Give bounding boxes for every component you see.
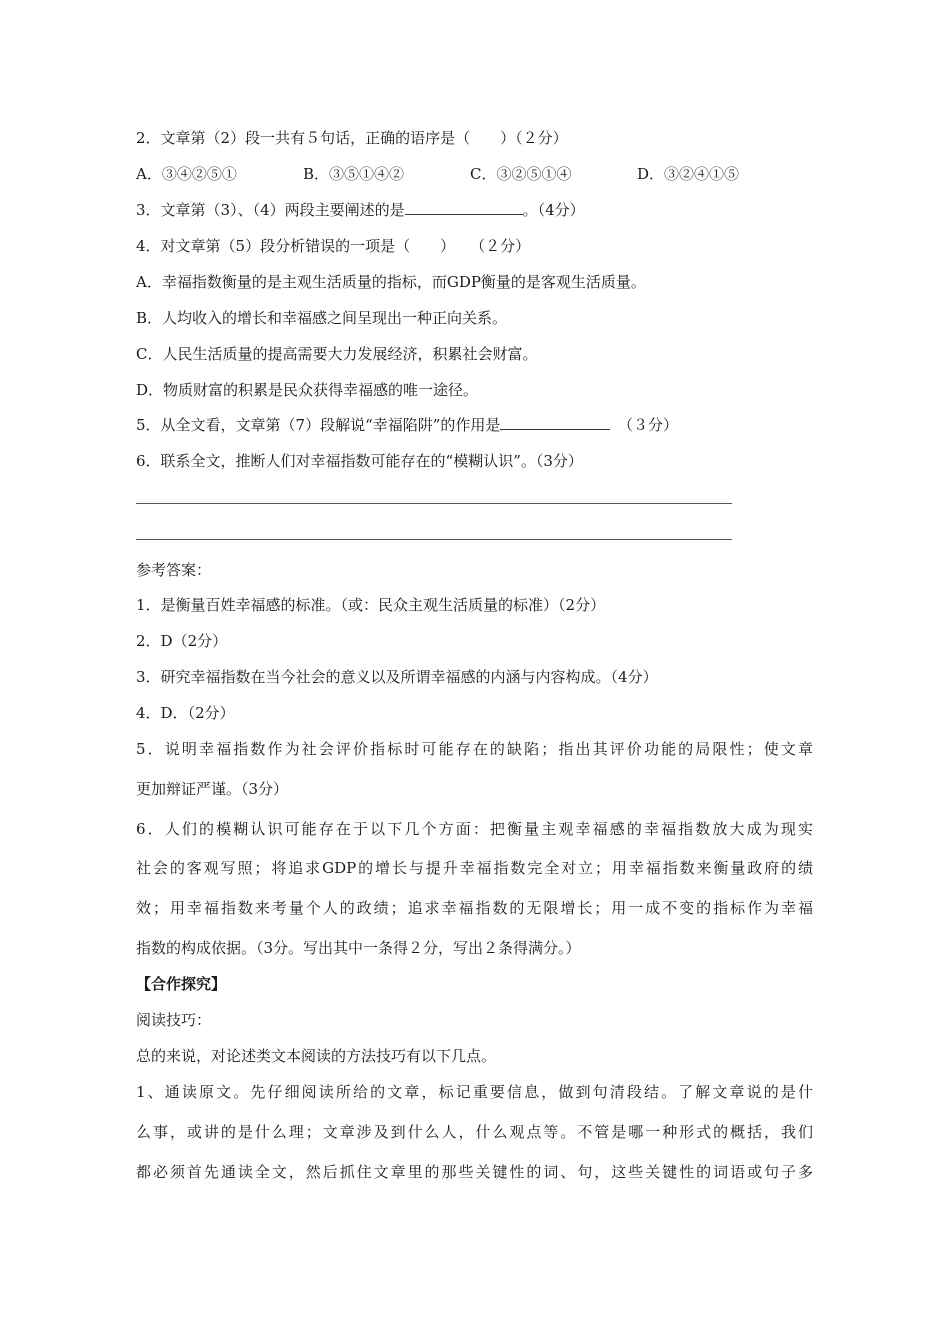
answer-blank [405, 200, 523, 215]
question-2-option-b: B．③⑤①④② [303, 165, 405, 183]
question-2-option-d: D．③②④①⑤ [637, 165, 740, 183]
answer-6-line-2: 社会的客观写照；将追求GDP的增长与提升幸福指数完全对立；用幸福指数来衡量政府的绩 [136, 859, 813, 877]
answer-line [136, 503, 732, 504]
answer-5-line-1: 5．说明幸福指数作为社会评价指标时可能存在的缺陷；指出其评价功能的局限性；使文章 [136, 740, 813, 758]
answer-blank [500, 415, 610, 430]
question-2-option-c: C．③②⑤①④ [470, 165, 572, 183]
tip-1-line-2: 么事，或讲的是什么理；文章涉及到什么人，什么观点等。不管是哪一种形式的概括，我们 [136, 1123, 813, 1141]
question-3-score: 。（4分） [522, 201, 585, 219]
answer-6-line-1: 6．人们的模糊认识可能存在于以下几个方面：把衡量主观幸福感的幸福指数放大成为现实 [136, 820, 813, 838]
section-heading: 【合作探究】 [136, 975, 227, 993]
question-2-option-a: A．③④②⑤① [136, 165, 237, 183]
tip-1-line-3: 都必须首先通读全文，然后抓住文章里的那些关键性的词、句，这些关键性的词语或句子多 [136, 1163, 813, 1181]
answer-6-line-4: 指数的构成依据。（3分。写出其中一条得２分，写出２条得满分。） [136, 939, 581, 957]
question-6: 6．联系全文，推断人们对幸福指数可能存在的“模糊认识”。（3分） [136, 452, 583, 470]
answer-3: 3．研究幸福指数在当今社会的意义以及所谓幸福感的内涵与内容构成。（4分） [136, 668, 658, 686]
answer-line [136, 539, 732, 540]
answer-5-line-2: 更加辩证严谨。（3分） [136, 780, 289, 798]
question-4-option-d: D．物质财富的积累是民众获得幸福感的唯一途径。 [136, 381, 479, 399]
question-3-prompt: 3．文章第（3）、（4）两段主要阐述的是 [136, 201, 405, 219]
question-5-prompt: 5．从全文看，文章第（7）段解说“幸福陷阱”的作用是 [136, 416, 501, 434]
answer-2: 2．D（2分） [136, 632, 228, 650]
question-4: 4．对文章第（5）段分析错误的一项是（ ） （２分） [136, 237, 531, 255]
intro-paragraph: 总的来说，对论述类文本阅读的方法技巧有以下几点。 [136, 1047, 497, 1065]
question-4-option-b: B．人均收入的增长和幸福感之间呈现出一种正向关系。 [136, 309, 508, 327]
question-2: 2．文章第（2）段一共有５句话，正确的语序是（ ）（２分） [136, 129, 568, 147]
answer-4: 4．D．（2分） [136, 704, 235, 722]
question-5 [136, 415, 678, 435]
reading-tips-label: 阅读技巧： [136, 1011, 212, 1029]
question-3 [136, 200, 585, 220]
question-4-option-c: C．人民生活质量的提高需要大力发展经济，积累社会财富。 [136, 345, 538, 363]
tip-1-line-1: 1、通读原文。先仔细阅读所给的文章，标记重要信息，做到句清段结。了解文章说的是什 [136, 1083, 813, 1101]
answer-6-line-3: 效；用幸福指数来考量个人的政绩；追求幸福指数的无限增长；用一成不变的指标作为幸福 [136, 899, 813, 917]
answer-1: 1．是衡量百姓幸福感的标准。（或：民众主观生活质量的标准）（2分） [136, 596, 606, 614]
question-5-score: （３分） [610, 416, 678, 434]
answers-heading: 参考答案： [136, 561, 212, 579]
question-4-option-a: A．幸福指数衡量的是主观生活质量的指标，而GDP衡量的是客观生活质量。 [136, 273, 646, 291]
